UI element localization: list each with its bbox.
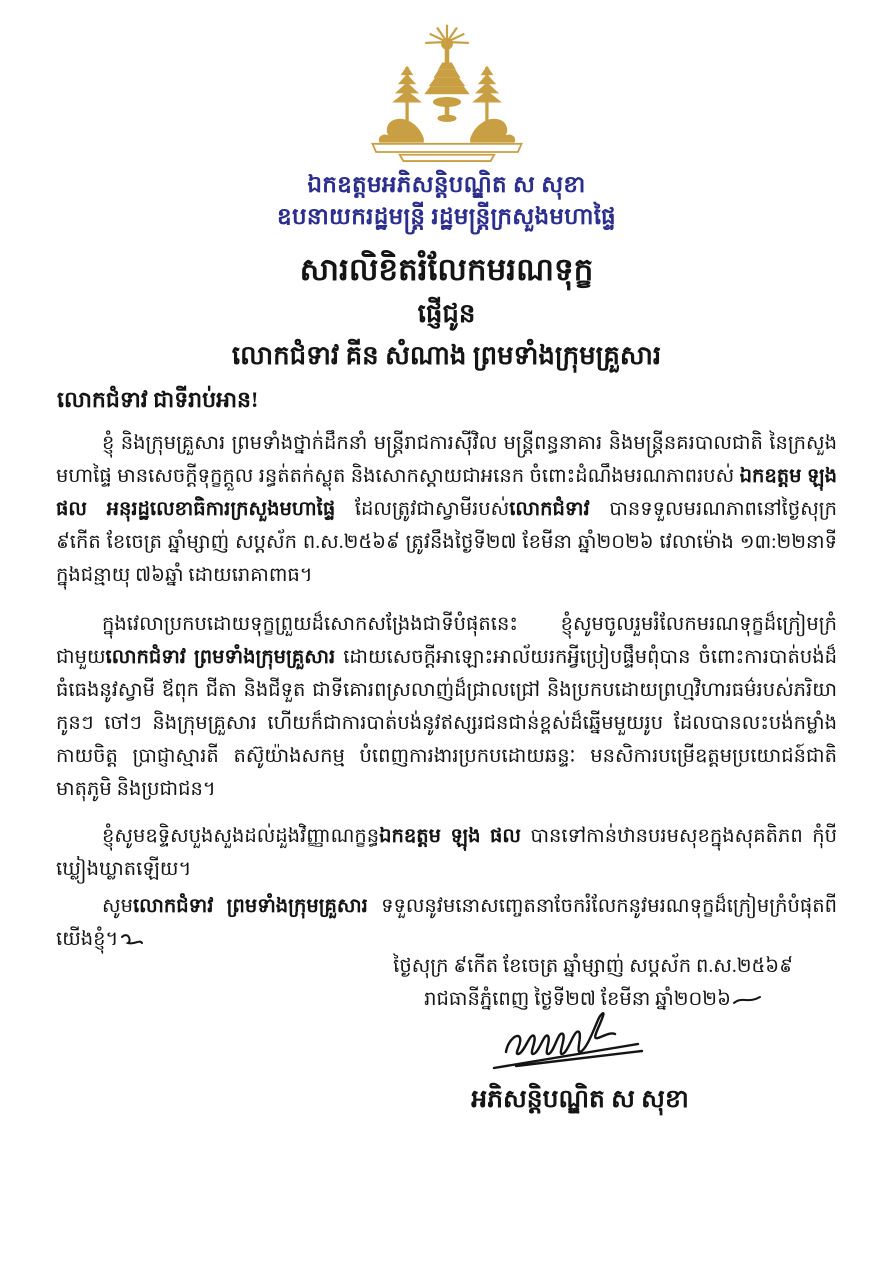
p4-text: សូម [102,896,133,917]
sender-honorific-name: ឯកឧត្តមអភិសន្តិបណ្ឌិត ស សុខា [307,172,586,197]
gregorian-date-text: រាជធានីភ្នំពេញ ថ្ងៃទី២៧ ខែមីនា ឆ្នាំ២០២៦ [424,989,731,1010]
pen-stroke-icon [732,994,762,1006]
signature-scribble-icon [488,1006,678,1074]
p2-bold-recipient: លោកជំទាវ ព្រមទាំងក្រុមគ្រួសារ [105,647,336,668]
sender-header [0,169,893,233]
p3-text: ខ្ញុំសូមឧទ្ទិសបួងសួងដល់ដួងវិញ្ញាណក្ខន្ធ [102,826,380,847]
addressed-to-label: ផ្ញើជូន [417,299,476,328]
p3-text: បានទៅកាន់ឋានបរមសុខក្នុងសុគតិភព កុំបីឃ្លៀងឃ្លាតឡើយ។ [56,826,837,880]
flourish-icon [120,931,144,947]
salutation: លោកជំទាវ ជាទីរាប់អាន! [57,387,259,412]
paragraph-4 [56,890,837,956]
lunar-date-line: ថ្ងៃសុក្រ ៩កើត ខែចេត្រ ឆ្នាំម្សាញ់ សប្តស័ក ព.ស.២៥៦៩ [393,956,793,977]
sender-position: ឧបនាយករដ្ឋមន្ត្រី រដ្ឋមន្ត្រីក្រសួងមហាផ្ទៃ [277,204,616,229]
p1-text: បានទទួលមរណភាពនៅថ្ងៃសុក្រ ៩កើត ខែចេត្រ ឆ្នាំម្សាញ់ សប្តស័ក ព.ស.២៥៦៩ ត្រូវនឹងថ្ងៃទី២៧ ខែមីនា ឆ្នាំ២០២៦ វេលាម៉ោង ១៣:២២នាទី ក្នុងជន្មាយុ ៧៦ឆ្នាំ ដោយរោគាពាធ។ [56,499,837,586]
p2-text: ក្នុងវេលាប្រកបដោយទុក្ខព្រួយដ៏សោកសង្រែងជាទីបំផុតនេះ ខ្ញុំសូមចូលរួមរំលែកមរណទុក្ខដ៏ក្រៀមក្រំជាមួយ [56,614,837,668]
p4-bold-recipient: លោកជំទាវ ព្រមទាំងក្រុមគ្រួសារ [132,896,368,917]
p1-bold-recipient: លោកជំទាវ [509,499,590,520]
royal-arms-icon [347,22,547,162]
p1-text: ខ្ញុំ និងក្រុមគ្រួសារ ព្រមទាំងថ្នាក់ដឹកនាំ មន្ត្រីរាជការស៊ីវិល មន្ត្រីពន្ធនាគារ និងមន្ត្រីនគរបាលជាតិ នៃក្រសួងមហាផ្ទៃ មានសេចក្តីទុក្ខក្តួល រន្ធត់តក់ស្លុត និងសោកស្តាយជាអនេក ចំពោះដំណឹងមរណភាពរបស់ [56,433,837,487]
signature [488,1006,688,1076]
p1-text: ដែលត្រូវជាស្វាមីរបស់ [335,499,510,520]
paragraph-1 [56,427,837,592]
p1-bold-deceased-name: ឯកឧត្តម ឡុង ផល អនុរដ្ឋលេខាធិការក្រសួងមហាផ្ទៃ [56,466,837,520]
royal-arms-emblem [347,22,547,167]
paragraph-3 [56,820,837,886]
recipient-name: លោកជំទាវ គីន សំណាង ព្រមទាំងក្រុមគ្រួសារ [231,341,662,370]
signer-name: អភិសន្តិបណ្ឌិត ស សុខា [471,1086,689,1113]
p4-text: ទទួលនូវមនោសញ្ចេតនាចែករំលែកនូវមរណទុក្ខដ៏ក្រៀមក្រំបំផុតពីយើងខ្ញុំ។ [56,896,837,950]
letter-title: សារលិខិតរំលែកមរណទុក្ខ [299,252,594,287]
letter-title-block [0,247,893,377]
p3-bold-deceased-name: ឯកឧត្តម ឡុង ផល [379,826,521,847]
paragraph-2 [56,608,837,806]
p2-text: ដោយសេចក្តីអាឡោះអាល័យរកអ្វីប្រៀបផ្ទឹមពុំបាន ចំពោះការបាត់បង់ដ៏ធំធេងនូវស្វាមី ឪពុក ជីតា និងជីទួត ជាទីគោរពស្រលាញ់ដ៏ជ្រាលជ្រៅ និងប្រកបដោយព្រហ្មវិហារធម៌របស់ភរិយា កូនៗ ចៅៗ និងក្រុមគ្រួសារ ហើយក៏ជាការបាត់បង់នូវឥស្សរជនជាន់ខ្ពស់ដ៏ឆ្នើមមួយរូប ដែលបានលះបង់កម្លាំងកាយចិត្ត ប្រាជ្ញាស្មារតី តស៊ូយ៉ាងសកម្ម បំពេញការងារប្រកបដោយឆន្ទៈ មនសិការបម្រើឧត្តមប្រយោជន៍ជាតិមាតុភូមិ និងប្រជាជន។ [56,647,837,800]
